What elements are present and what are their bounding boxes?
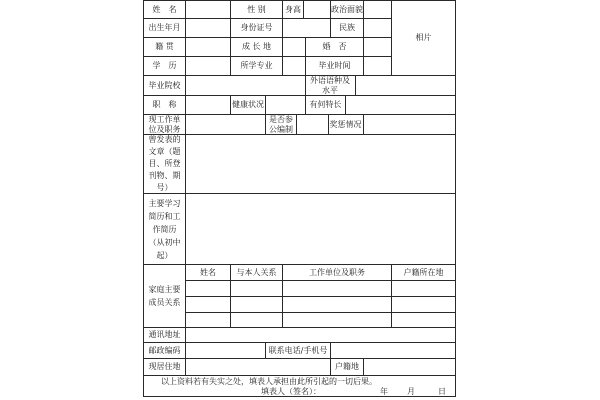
ethnicity-label: 民族 xyxy=(339,23,355,32)
residence-label: 现居住地 xyxy=(148,362,181,371)
year-label: 年 xyxy=(380,387,388,396)
current-job-label: 现工作单位及职务 xyxy=(148,114,181,134)
specialty-label: 有何特长 xyxy=(309,100,342,109)
col-line xyxy=(363,56,364,76)
id-number-label: 身份证号 xyxy=(240,23,273,32)
gender-label: 性 别 xyxy=(247,4,266,14)
row-line xyxy=(143,75,456,76)
rewards-label: 奖惩情况 xyxy=(329,119,362,129)
birth-date-label: 出生年月 xyxy=(148,23,181,32)
row-line xyxy=(143,193,456,194)
row-line xyxy=(143,95,456,96)
col-line xyxy=(282,56,283,76)
row-line xyxy=(143,358,456,359)
col-line xyxy=(296,114,297,135)
col-line xyxy=(303,0,304,19)
foreign-language-label: 外语语种及水平 xyxy=(310,75,350,95)
col-line xyxy=(305,75,306,96)
row-line xyxy=(143,134,456,135)
col-line xyxy=(185,0,186,375)
col-line xyxy=(330,342,331,359)
publications-label: 曾发表的文章（题目、所登刊物、期号） xyxy=(148,135,181,192)
education-label: 学 历 xyxy=(152,61,177,70)
phone-label: 联系电话/手机号 xyxy=(268,345,328,355)
birthplace-label: 成 长 地 xyxy=(241,42,272,51)
col-line xyxy=(345,95,346,115)
health-label: 健康状况 xyxy=(232,100,264,109)
family-name-header: 姓名 xyxy=(200,267,216,277)
declaration-text: 以上资料若有失实之处，填表人承担由此所引起的一切后果。 xyxy=(161,376,377,386)
border-right xyxy=(455,0,456,397)
family-relation-header: 与本人关系 xyxy=(236,267,277,277)
title-label: 职 称 xyxy=(152,100,177,109)
col-line xyxy=(282,18,283,38)
political-status-label: 政治面貌 xyxy=(331,4,363,14)
native-place-label: 籍 贯 xyxy=(155,42,174,51)
row-line xyxy=(185,280,456,281)
graduation-time-label: 毕业时间 xyxy=(318,61,351,70)
month-label: 月 xyxy=(407,387,415,396)
family-label: 家庭主要成员关系 xyxy=(148,285,181,307)
family-hukou-header: 户籍所在地 xyxy=(403,267,444,277)
row-line xyxy=(185,312,456,313)
hukou-location-label: 户籍地 xyxy=(335,362,359,371)
day-label: 日 xyxy=(438,387,446,396)
marital-status-label: 婚 否 xyxy=(322,42,347,51)
resume-label: 主要学习简历和工作简历（从初中起） xyxy=(148,198,181,260)
photo-label: 相片 xyxy=(415,33,432,42)
height-label: 身高 xyxy=(285,4,301,14)
family-work-header: 工作单位及职务 xyxy=(309,267,365,277)
col-line xyxy=(265,95,266,115)
postcode-label: 邮政编码 xyxy=(148,345,181,355)
col-line xyxy=(282,37,283,57)
name-label: 姓 名 xyxy=(152,4,177,14)
major-label: 所学专业 xyxy=(240,61,273,70)
col-line xyxy=(355,75,356,96)
col-line xyxy=(363,18,364,38)
civil-servant-label: 是否参公编制 xyxy=(269,114,293,134)
address-label: 通讯地址 xyxy=(148,330,181,339)
row-line xyxy=(143,114,456,115)
row-line xyxy=(185,296,456,297)
col-line xyxy=(363,37,364,57)
signer-label: 填表人（签名）： xyxy=(261,387,321,396)
row-line xyxy=(143,327,456,328)
col-line xyxy=(363,358,364,376)
school-label: 毕业院校 xyxy=(148,80,181,90)
col-line xyxy=(363,114,364,135)
